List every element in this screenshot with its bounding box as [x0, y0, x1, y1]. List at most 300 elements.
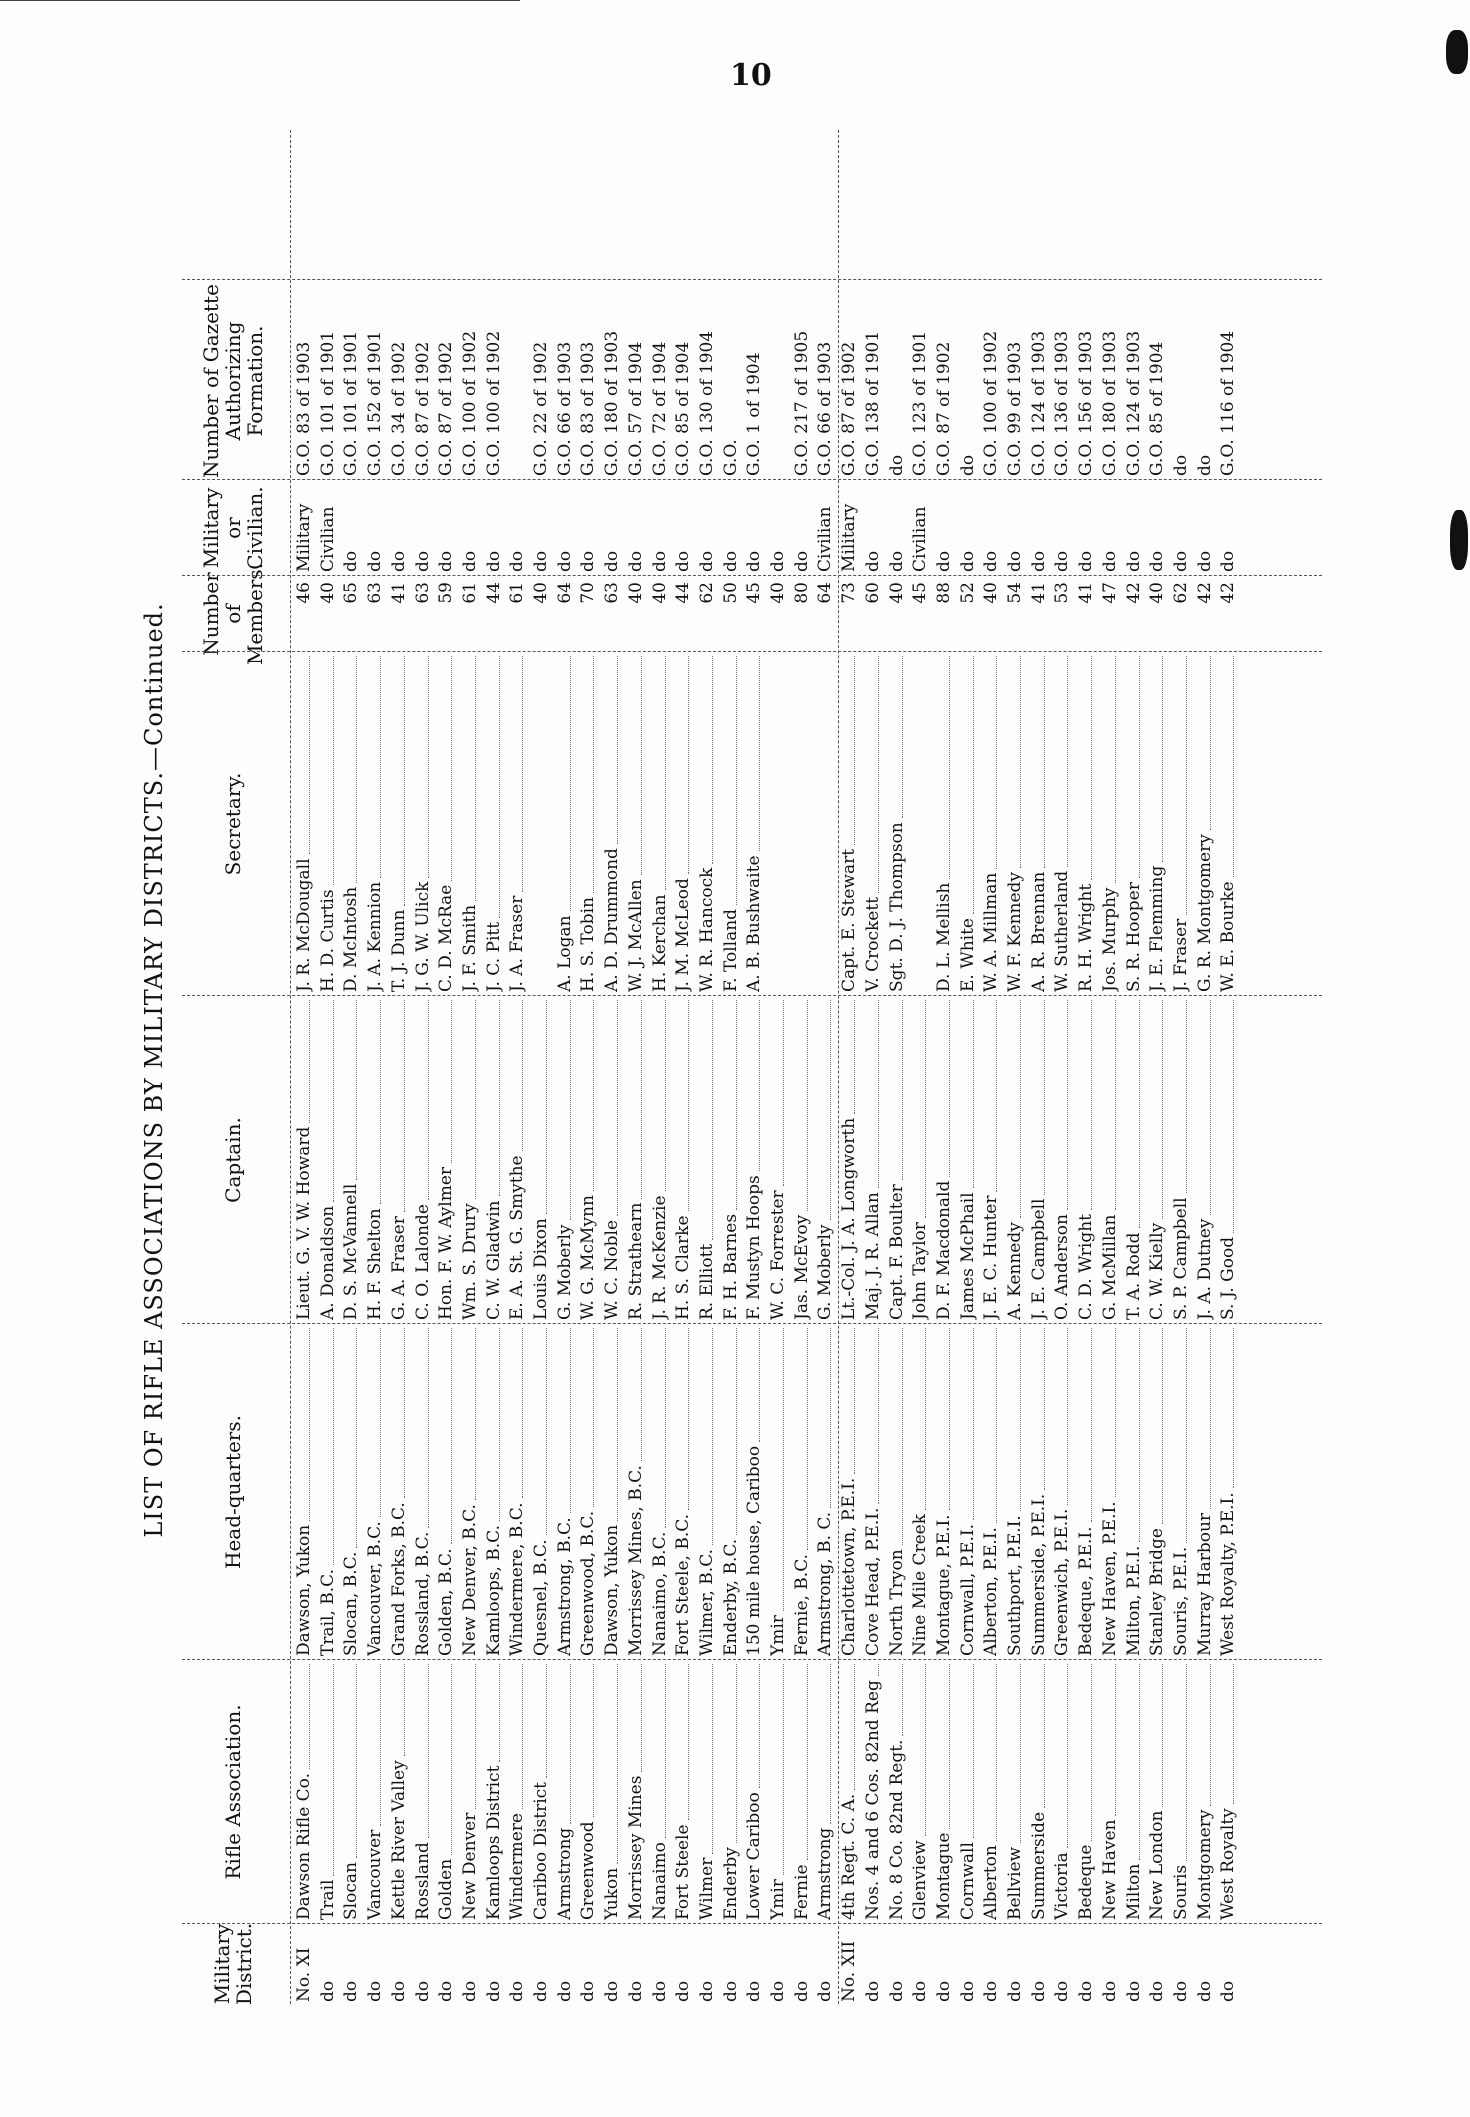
dot-leader	[1210, 1664, 1211, 1806]
cell-secretary: D. L. Mellish	[934, 652, 954, 992]
dot-leader	[333, 1664, 334, 1876]
cell-secretary: T. J. Dunn	[389, 652, 409, 992]
dot-leader	[428, 1664, 429, 1838]
dot-leader	[1067, 656, 1068, 867]
dot-leader	[356, 1328, 357, 1548]
cell-association: Montague	[934, 1660, 954, 1920]
table-row	[887, 130, 907, 2004]
cell-district: do	[1123, 1980, 1144, 2002]
cell-gazette: G.O.	[720, 439, 741, 476]
dot-leader	[807, 1328, 808, 1550]
cell-association: Ymir	[768, 1660, 788, 1920]
cell-headquarters: Milton, P.E.I.	[1124, 1324, 1144, 1656]
cell-captain: W. C. Noble	[602, 996, 622, 1320]
cell-gazette: G.O. 22 of 1902	[531, 341, 551, 476]
cell-district: do	[910, 1980, 931, 2002]
cell-captain: Jas. McEvoy	[792, 996, 812, 1320]
dot-leader	[949, 656, 950, 879]
dot-leader	[665, 1664, 666, 1838]
cell-headquarters: Cove Head, P.E.I.	[863, 1324, 883, 1656]
cell-district: do	[673, 1980, 694, 2002]
dot-leader	[688, 656, 689, 874]
dot-leader	[949, 1000, 950, 1177]
page-number: 10	[730, 58, 772, 93]
dot-leader	[451, 1000, 452, 1163]
cell-members: 40	[649, 582, 670, 604]
cell-gazette: G.O. 156 of 1903	[1076, 330, 1097, 476]
cell-gazette: do	[1194, 454, 1215, 476]
table-row	[981, 130, 1001, 2004]
column-header-headquarters: Head-quarters.	[221, 1415, 245, 1569]
cell-secretary: S. R. Hooper	[1124, 652, 1144, 992]
cell-secretary: A. B. Bushwaite	[744, 652, 764, 992]
dot-leader	[925, 1000, 926, 1218]
cell-captain: W. G. McMynn	[578, 996, 598, 1320]
cell-headquarters: Fort Steele, B.C.	[673, 1324, 693, 1656]
dot-leader	[949, 1664, 950, 1829]
table-row	[413, 130, 433, 2004]
cell-members: 53	[1052, 582, 1073, 604]
dot-leader	[333, 656, 334, 885]
cell-captain: E. A. St. G. Smythe	[507, 996, 527, 1320]
cell-mc: do	[388, 550, 409, 572]
cell-captain: R. Elliott	[697, 996, 717, 1320]
table-row	[341, 130, 361, 2004]
cell-headquarters: Alberton, P.E.I.	[981, 1324, 1001, 1656]
cell-captain: G. A. Fraser	[389, 996, 409, 1320]
dot-leader	[1162, 1328, 1163, 1524]
cell-members: 40	[625, 582, 646, 604]
dot-leader	[878, 1000, 879, 1188]
cell-headquarters: Greenwood, B.C.	[578, 1324, 598, 1656]
cell-association: Greenwood	[578, 1660, 598, 1920]
dot-leader	[356, 1000, 357, 1180]
cell-district: do	[388, 1980, 409, 2002]
cell-members: 73	[839, 582, 860, 604]
dot-leader	[902, 1328, 903, 1545]
cell-gazette: G.O. 101 of 1901	[341, 330, 362, 476]
cell-headquarters: Dawson, Yukon	[602, 1324, 622, 1656]
cell-captain: R. Strathearn	[626, 996, 646, 1320]
cell-gazette	[507, 280, 527, 476]
dot-leader	[902, 656, 903, 818]
cell-secretary: Sgt. D. J. Thompson	[887, 652, 907, 992]
dot-leader	[712, 656, 713, 864]
cell-gazette: G.O. 123 of 1901	[910, 330, 931, 476]
dot-leader	[1139, 1664, 1140, 1860]
dot-leader	[902, 1664, 903, 1736]
cell-district: do	[957, 1980, 978, 2002]
cell-association: Dawson Rifle Co.	[294, 1660, 314, 1920]
cell-captain: G. Moberly	[555, 996, 575, 1320]
dot-leader	[665, 1328, 666, 1528]
table-row	[460, 130, 480, 2004]
cell-district: do	[720, 1980, 741, 2002]
dot-leader	[1139, 1000, 1140, 1228]
cell-captain: F. H. Barnes	[721, 996, 741, 1320]
dot-leader	[830, 1000, 831, 1220]
cell-gazette: G.O. 87 of 1902	[933, 341, 954, 476]
cell-association: Glenview	[910, 1660, 930, 1920]
cell-members: 40	[981, 582, 1002, 604]
dot-leader	[309, 1664, 310, 1769]
cell-association: Kettle River Valley	[389, 1660, 409, 1920]
dot-leader	[546, 1664, 547, 1778]
cell-captain: A. Donaldson	[318, 996, 338, 1320]
cell-district: do	[341, 1980, 362, 2002]
cell-secretary: F. Tolland	[721, 652, 741, 992]
dot-leader	[1162, 1000, 1163, 1219]
cell-mc: do	[673, 550, 694, 572]
cell-secretary: R. H. Wright	[1076, 652, 1096, 992]
cell-association: Enderby	[721, 1660, 741, 1920]
dot-leader	[333, 1328, 334, 1565]
cell-captain: O. Anderson	[1052, 996, 1072, 1320]
dot-leader	[783, 1664, 784, 1875]
cell-secretary: J. C. Pitt	[484, 652, 504, 992]
dot-leader	[925, 1664, 926, 1836]
cell-mc: do	[1005, 550, 1025, 572]
dot-leader	[1233, 1000, 1234, 1233]
cell-headquarters: Fernie, B.C.	[792, 1324, 812, 1656]
table-row	[484, 130, 504, 2004]
table-row	[1029, 130, 1049, 2004]
cell-association: Nos. 4 and 6 Cos. 82nd Reg	[863, 1660, 883, 1920]
cell-members: 50	[720, 582, 741, 604]
cell-members: 45	[910, 582, 931, 604]
cell-headquarters: Souris, P.E.I.	[1171, 1324, 1191, 1656]
dot-leader	[499, 1664, 500, 1762]
cell-secretary: V. Crockett	[863, 652, 883, 992]
cell-members: 60	[862, 582, 883, 604]
cell-secretary: H. D. Curtis	[318, 652, 338, 992]
cell-secretary: J. A. Fraser	[507, 652, 527, 992]
cell-association: Alberton	[981, 1660, 1001, 1920]
dot-leader	[1233, 1664, 1234, 1804]
cell-association: Wilmer	[697, 1660, 717, 1920]
cell-secretary: G. R. Montgomery	[1195, 652, 1215, 992]
cell-district: do	[1170, 1980, 1191, 2002]
cell-members: 61	[507, 582, 528, 604]
dot-leader	[878, 1664, 879, 1676]
cell-district: do	[412, 1980, 433, 2002]
cell-members: 70	[578, 582, 599, 604]
table-row	[555, 130, 575, 2004]
cell-secretary: J. Fraser	[1171, 652, 1191, 992]
district-divider	[838, 130, 839, 2004]
cell-gazette: G.O. 180 of 1903	[602, 330, 623, 476]
dot-leader	[1186, 1000, 1187, 1193]
cell-captain: Lieut. G. V. W. Howard	[294, 996, 314, 1320]
ink-mark	[1450, 510, 1468, 570]
dot-leader	[1233, 1328, 1234, 1488]
cell-mc: Civilian	[815, 506, 836, 572]
cell-district: do	[365, 1980, 386, 2002]
cell-captain: Lt.-Col. J. A. Longworth	[839, 996, 859, 1320]
cell-association: New Denver	[460, 1660, 480, 1920]
cell-association: 4th Regt. C. A.	[839, 1660, 859, 1920]
dot-leader	[380, 656, 381, 878]
cell-headquarters: West Royalty, P.E.I.	[1218, 1324, 1238, 1656]
header-rule	[290, 130, 291, 2004]
dot-leader	[783, 1000, 784, 1186]
dot-leader	[759, 1000, 760, 1171]
cell-captain: H. S. Clarke	[673, 996, 693, 1320]
cell-members: 64	[554, 582, 575, 604]
cell-mc: do	[459, 550, 480, 572]
dot-leader	[1044, 1000, 1045, 1195]
table-row	[863, 130, 883, 2004]
cell-mc: do	[531, 550, 551, 572]
cell-gazette: do	[1170, 454, 1191, 476]
cell-mc: do	[602, 550, 623, 572]
dot-leader	[1186, 1328, 1187, 1543]
table-row	[578, 130, 598, 2004]
cell-mc: do	[365, 550, 386, 572]
table-row	[650, 130, 670, 2004]
dot-leader	[759, 656, 760, 851]
dot-leader	[1210, 1328, 1211, 1509]
table-row	[792, 130, 812, 2004]
dot-leader	[1139, 1328, 1140, 1542]
table-row	[697, 130, 717, 2004]
cell-headquarters: New Haven, P.E.I.	[1100, 1324, 1120, 1656]
cell-secretary: W. F. Kennedy	[1005, 652, 1025, 992]
cell-gazette: G.O. 180 of 1903	[1099, 330, 1120, 476]
dot-leader	[1115, 1664, 1116, 1816]
cell-association: New Haven	[1100, 1660, 1120, 1920]
column-header-secretary: Secretary.	[221, 772, 245, 876]
dot-leader	[973, 1000, 974, 1188]
dot-leader	[499, 656, 500, 918]
table-row	[436, 130, 456, 2004]
dot-leader	[830, 1664, 831, 1824]
cell-association: Montgomery	[1195, 1660, 1215, 1920]
cell-members: 63	[365, 582, 386, 604]
cell-headquarters: Montague, P.E.I.	[934, 1324, 954, 1656]
dot-leader	[1115, 656, 1116, 883]
cell-headquarters: Armstrong, B.C.	[555, 1324, 575, 1656]
dot-leader	[428, 1000, 429, 1200]
cell-secretary: H. S. Tobin	[578, 652, 598, 992]
cell-secretary: J. M. McLeod	[673, 652, 693, 992]
dot-leader	[996, 1000, 997, 1192]
cell-headquarters: Charlottetown, P.E.I.	[839, 1324, 859, 1656]
cell-captain: H. F. Shelton	[365, 996, 385, 1320]
column-header-gazette: Number of Gazette Authorizing Formation.	[199, 284, 267, 478]
dot-leader	[854, 656, 855, 845]
cell-gazette: G.O. 138 of 1901	[862, 330, 883, 476]
rotated-table-wrapper	[140, 130, 1330, 2010]
cell-mc: do	[1194, 550, 1215, 572]
dot-leader	[546, 1328, 547, 1535]
cell-members: 40	[886, 582, 907, 604]
dot-leader	[1091, 1664, 1092, 1841]
table-row	[1100, 130, 1120, 2004]
cell-headquarters: Southport, P.E.I.	[1005, 1324, 1025, 1656]
dot-leader	[1115, 1328, 1116, 1497]
cell-mc: do	[933, 550, 954, 572]
cell-mc: do	[412, 550, 433, 572]
cell-captain: James McPhail	[958, 996, 978, 1320]
dot-leader	[593, 1328, 594, 1507]
cell-gazette: G.O. 72 of 1904	[649, 341, 670, 476]
cell-mc: do	[436, 550, 457, 572]
cell-mc: do	[649, 550, 670, 572]
cell-association: Golden	[436, 1660, 456, 1920]
cell-district: do	[602, 1980, 623, 2002]
dot-leader	[854, 1328, 855, 1474]
cell-mc: do	[696, 550, 717, 572]
dot-leader	[475, 1328, 476, 1500]
dot-leader	[1020, 656, 1021, 868]
cell-gazette: G.O. 66 of 1903	[815, 341, 836, 476]
cell-mc: do	[341, 550, 362, 572]
dot-leader	[736, 1000, 737, 1210]
cell-secretary: Jos. Murphy	[1100, 652, 1120, 992]
cell-members: 42	[1218, 582, 1239, 604]
cell-members: 63	[602, 582, 623, 604]
cell-gazette: G.O. 152 of 1901	[365, 330, 386, 476]
cell-district: do	[1028, 1980, 1049, 2002]
cell-gazette: do	[957, 454, 978, 476]
cell-captain: C. O. Lalonde	[413, 996, 433, 1320]
cell-gazette: G.O. 85 of 1904	[1147, 341, 1168, 476]
cell-mc: do	[625, 550, 646, 572]
dot-leader	[475, 656, 476, 901]
cell-secretary: W. Sutherland	[1052, 652, 1072, 992]
dot-leader	[925, 1328, 926, 1510]
cell-captain: S. P. Campbell	[1171, 996, 1191, 1320]
dot-leader	[1020, 1328, 1021, 1511]
dot-leader	[1020, 1000, 1021, 1218]
dot-leader	[1067, 1000, 1068, 1210]
cell-captain: Capt. F. Boulter	[887, 996, 907, 1320]
cell-association: Armstrong	[555, 1660, 575, 1920]
dot-leader	[736, 1664, 737, 1843]
cell-district: do	[531, 1980, 551, 2002]
dot-leader	[451, 1664, 452, 1855]
cell-members: 62	[696, 582, 717, 604]
cell-district: do	[436, 1980, 457, 2002]
dot-leader	[641, 656, 642, 875]
cell-gazette: G.O. 217 of 1905	[791, 330, 812, 476]
cell-district: do	[1218, 1980, 1239, 2002]
column-header-district: Military District.	[210, 1922, 256, 2006]
dot-leader	[1162, 1664, 1163, 1807]
dot-leader	[1115, 1000, 1116, 1210]
cell-association: Yukon	[602, 1660, 622, 1920]
cell-headquarters: Grand Forks, B.C.	[389, 1324, 409, 1656]
cell-district: do	[862, 1980, 883, 2002]
dot-leader	[1067, 1328, 1068, 1505]
cell-headquarters: Enderby, B.C.	[721, 1324, 741, 1656]
cell-district: do	[625, 1980, 646, 2002]
dot-leader	[759, 1664, 760, 1788]
cell-members: 46	[294, 582, 314, 604]
cell-secretary	[531, 652, 551, 992]
cell-headquarters: Murray Harbour	[1195, 1324, 1215, 1656]
cell-association: Vancouver	[365, 1660, 385, 1920]
dot-leader	[356, 1664, 357, 1858]
cell-association: Souris	[1171, 1660, 1191, 1920]
cell-secretary: W. E. Bourke	[1218, 652, 1238, 992]
cell-association: Summerside	[1029, 1660, 1049, 1920]
dot-leader	[570, 1328, 571, 1513]
dot-leader	[665, 656, 666, 890]
cell-headquarters: Stanley Bridge	[1147, 1324, 1167, 1656]
dot-leader	[688, 1328, 689, 1510]
dot-leader	[1210, 1000, 1211, 1215]
cell-secretary: E. White	[958, 652, 978, 992]
table-row	[910, 130, 930, 2004]
cell-mc: Military	[294, 503, 314, 572]
dot-leader	[380, 1328, 381, 1517]
cell-gazette: G.O. 66 of 1903	[554, 341, 575, 476]
dot-leader	[712, 1664, 713, 1854]
dot-leader	[428, 1328, 429, 1528]
rifle-associations-table	[140, 130, 1330, 2010]
cell-mc: Civilian	[910, 506, 931, 572]
cell-association: Fort Steele	[673, 1660, 693, 1920]
cell-gazette: G.O. 99 of 1903	[1005, 341, 1025, 476]
cell-captain: J. E. Campbell	[1029, 996, 1049, 1320]
cell-secretary: J. E. Flemming	[1147, 652, 1167, 992]
cell-secretary	[910, 652, 930, 992]
cell-captain: T. A. Rodd	[1124, 996, 1144, 1320]
cell-gazette: G.O. 34 of 1902	[388, 341, 409, 476]
cell-secretary: J. F. Smith	[460, 652, 480, 992]
cell-mc: do	[1028, 550, 1049, 572]
cell-association: Nanaimo	[650, 1660, 670, 1920]
dot-leader	[759, 1328, 760, 1442]
cell-association: Slocan	[341, 1660, 361, 1920]
cell-headquarters: Rossland, B.C.	[413, 1324, 433, 1656]
cell-members: 44	[483, 582, 504, 604]
table-row	[1218, 130, 1238, 2004]
cell-gazette: G.O. 83 of 1903	[294, 341, 314, 476]
cell-mc: do	[1147, 550, 1168, 572]
cell-district: do	[1076, 1980, 1097, 2002]
cell-district: do	[554, 1980, 575, 2002]
cell-association: Victoria	[1052, 1660, 1072, 1920]
cell-district: do	[933, 1980, 954, 2002]
dot-leader	[1044, 1664, 1045, 1808]
table-row	[531, 130, 551, 2004]
dot-leader	[973, 656, 974, 914]
table-row	[365, 130, 385, 2004]
cell-mc: Military	[839, 503, 860, 572]
cell-members: 52	[957, 582, 978, 604]
dot-leader	[1044, 656, 1045, 868]
cell-headquarters: New Denver, B.C.	[460, 1324, 480, 1656]
dot-leader	[570, 1664, 571, 1824]
dot-leader	[830, 1328, 831, 1508]
cell-headquarters: Cornwall, P.E.I.	[958, 1324, 978, 1656]
cell-association: Cornwall	[958, 1660, 978, 1920]
cell-district: No. XI	[294, 1947, 314, 2002]
dot-leader	[546, 1000, 547, 1214]
cell-captain: G. McMillan	[1100, 996, 1120, 1320]
dot-leader	[1210, 656, 1211, 830]
cell-mc: do	[1099, 550, 1120, 572]
cell-captain: C. D. Wright	[1076, 996, 1096, 1320]
dot-leader	[641, 1328, 642, 1461]
dot-leader	[1162, 656, 1163, 862]
table-title: LIST OF RIFLE ASSOCIATIONS BY MILITARY DISTRICTS.—Continued.	[140, 602, 168, 1538]
cell-mc: do	[981, 550, 1002, 572]
cell-members: 80	[791, 582, 812, 604]
